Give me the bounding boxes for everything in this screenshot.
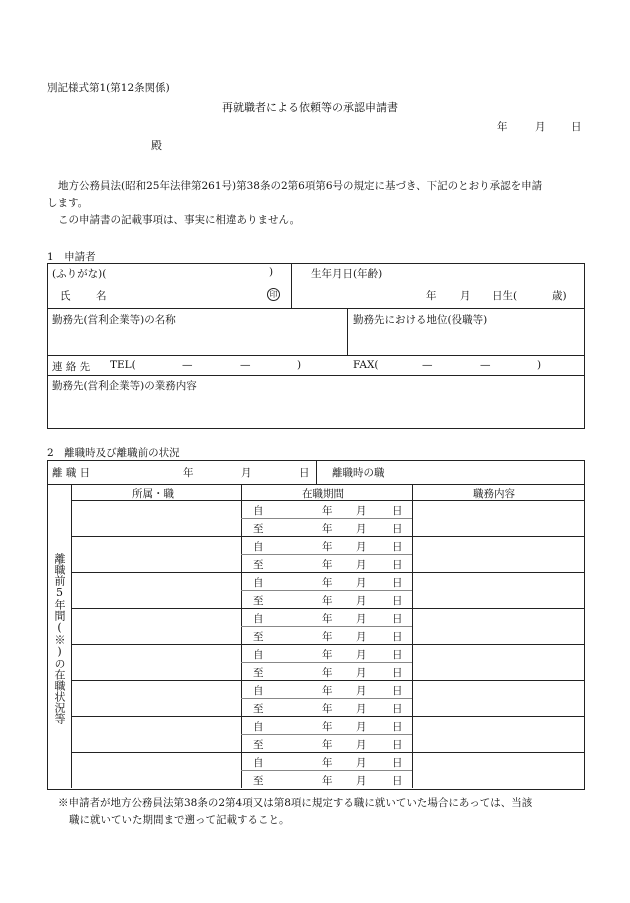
period-to-month-4: 月 [356,631,367,643]
period-to-month-3: 月 [356,595,367,607]
preamble-line-3: この申請書の記載事項は、事実に相違ありません。 [58,214,301,226]
period-from-year-3: 年 [322,577,333,589]
retire-year: 年 [183,467,194,479]
employer-name-label: 勤務先(営利企業等)の名称 [52,314,176,326]
period-to-label-2: 至 [253,559,264,571]
col-period: 在職期間 [302,488,344,500]
period-to-year-6: 年 [322,703,333,715]
period-to-label-8: 至 [253,775,264,787]
period-from-day-2: 日 [392,541,403,553]
business-label: 勤務先(営利企業等)の業務内容 [52,380,197,392]
col-duties: 職務内容 [473,488,515,500]
period-from-year-5: 年 [322,649,333,661]
fax-label: FAX( [353,359,379,371]
furigana-label: (ふりがな)( [52,268,107,280]
side-label: 離職前5年間(※)の在職状況等 [53,553,66,724]
fax-close: ) [537,359,542,371]
section1-heading: 1 申請者 [47,251,96,263]
period-to-year-8: 年 [322,775,333,787]
seal-mark: 印 [267,288,280,301]
dob-age: 歳) [552,290,567,302]
preamble-line-1: 地方公務員法(昭和25年法律第261号)第38条の2第6項第6号の規定に基づき、下記のとおり承認を申請 [58,180,543,192]
period-to-day-3: 日 [392,595,403,607]
period-from-year-8: 年 [322,757,333,769]
name-label-2: 名 [96,290,107,302]
period-to-year-3: 年 [322,595,333,607]
period-to-day-7: 日 [392,739,403,751]
form-title: 再就職者による依頼等の承認申請書 [222,101,398,114]
period-to-year-1: 年 [322,523,333,535]
period-to-label-6: 至 [253,703,264,715]
retire-month: 月 [241,467,252,479]
period-to-day-5: 日 [392,667,403,679]
period-to-year-2: 年 [322,559,333,571]
period-to-year-7: 年 [322,739,333,751]
period-from-month-5: 月 [356,649,367,661]
furigana-close: ) [269,266,274,278]
period-from-day-6: 日 [392,685,403,697]
period-to-year-5: 年 [322,667,333,679]
contact-label: 連 絡 先 [52,361,91,373]
period-from-label-4: 自 [253,613,264,625]
section2-heading: 2 離職時及び離職前の状況 [47,447,180,459]
period-from-label-1: 自 [253,505,264,517]
period-from-label-3: 自 [253,577,264,589]
col-affiliation: 所属・職 [132,488,174,500]
dob-year: 年 [426,290,437,302]
period-to-month-7: 月 [356,739,367,751]
period-from-month-1: 月 [356,505,367,517]
fax-dash-1: — [422,359,433,371]
period-from-year-1: 年 [322,505,333,517]
period-from-year-6: 年 [322,685,333,697]
dob-day: 日生( [492,290,518,302]
period-from-day-1: 日 [392,505,403,517]
period-from-month-7: 月 [356,721,367,733]
period-from-day-7: 日 [392,721,403,733]
period-to-day-1: 日 [392,523,403,535]
period-to-month-6: 月 [356,703,367,715]
period-to-day-2: 日 [392,559,403,571]
fax-dash-2: — [480,359,491,371]
period-to-day-6: 日 [392,703,403,715]
period-from-day-4: 日 [392,613,403,625]
period-to-label-5: 至 [253,667,264,679]
date-day-label: 日 [571,121,582,133]
period-to-label-3: 至 [253,595,264,607]
tel-label: TEL( [110,359,136,371]
tel-dash-1: — [182,359,193,371]
period-to-label-7: 至 [253,739,264,751]
period-from-month-2: 月 [356,541,367,553]
period-from-label-5: 自 [253,649,264,661]
date-year-label: 年 [497,121,508,133]
retire-day: 日 [299,467,310,479]
period-from-label-8: 自 [253,757,264,769]
period-to-month-2: 月 [356,559,367,571]
period-from-month-8: 月 [356,757,367,769]
period-from-month-6: 月 [356,685,367,697]
period-from-month-4: 月 [356,613,367,625]
period-from-year-7: 年 [322,721,333,733]
retire-date-label: 離 職 日 [52,467,91,479]
employer-position-label: 勤務先における地位(役職等) [353,314,488,326]
period-to-day-8: 日 [392,775,403,787]
period-to-month-8: 月 [356,775,367,787]
period-from-day-3: 日 [392,577,403,589]
date-month-label: 月 [535,121,546,133]
period-to-year-4: 年 [322,631,333,643]
period-to-label-1: 至 [253,523,264,535]
dob-label: 生年月日(年齢) [311,268,383,280]
preamble-line-2: します。 [47,197,89,209]
period-to-day-4: 日 [392,631,403,643]
period-from-month-3: 月 [356,577,367,589]
footnote-line-2: 職に就いていた期間まで遡って記載すること。 [69,814,290,826]
period-to-month-5: 月 [356,667,367,679]
period-from-label-6: 自 [253,685,264,697]
period-from-day-5: 日 [392,649,403,661]
tel-dash-2: — [240,359,251,371]
dob-month: 月 [460,290,471,302]
addressee-suffix: 殿 [151,139,162,152]
period-from-label-7: 自 [253,721,264,733]
tel-close: ) [297,359,302,371]
retire-position-label: 離職時の職 [332,467,385,479]
period-from-day-8: 日 [392,757,403,769]
period-from-year-2: 年 [322,541,333,553]
footnote-line-1: ※申請者が地方公務員法第38条の2第4項又は第8項に規定する職に就いていた場合にあっては、当該 [58,797,533,809]
period-from-year-4: 年 [322,613,333,625]
form-reference: 別記様式第1(第12条関係) [47,82,170,94]
period-from-label-2: 自 [253,541,264,553]
name-label-1: 氏 [60,290,71,302]
period-to-month-1: 月 [356,523,367,535]
period-to-label-4: 至 [253,631,264,643]
